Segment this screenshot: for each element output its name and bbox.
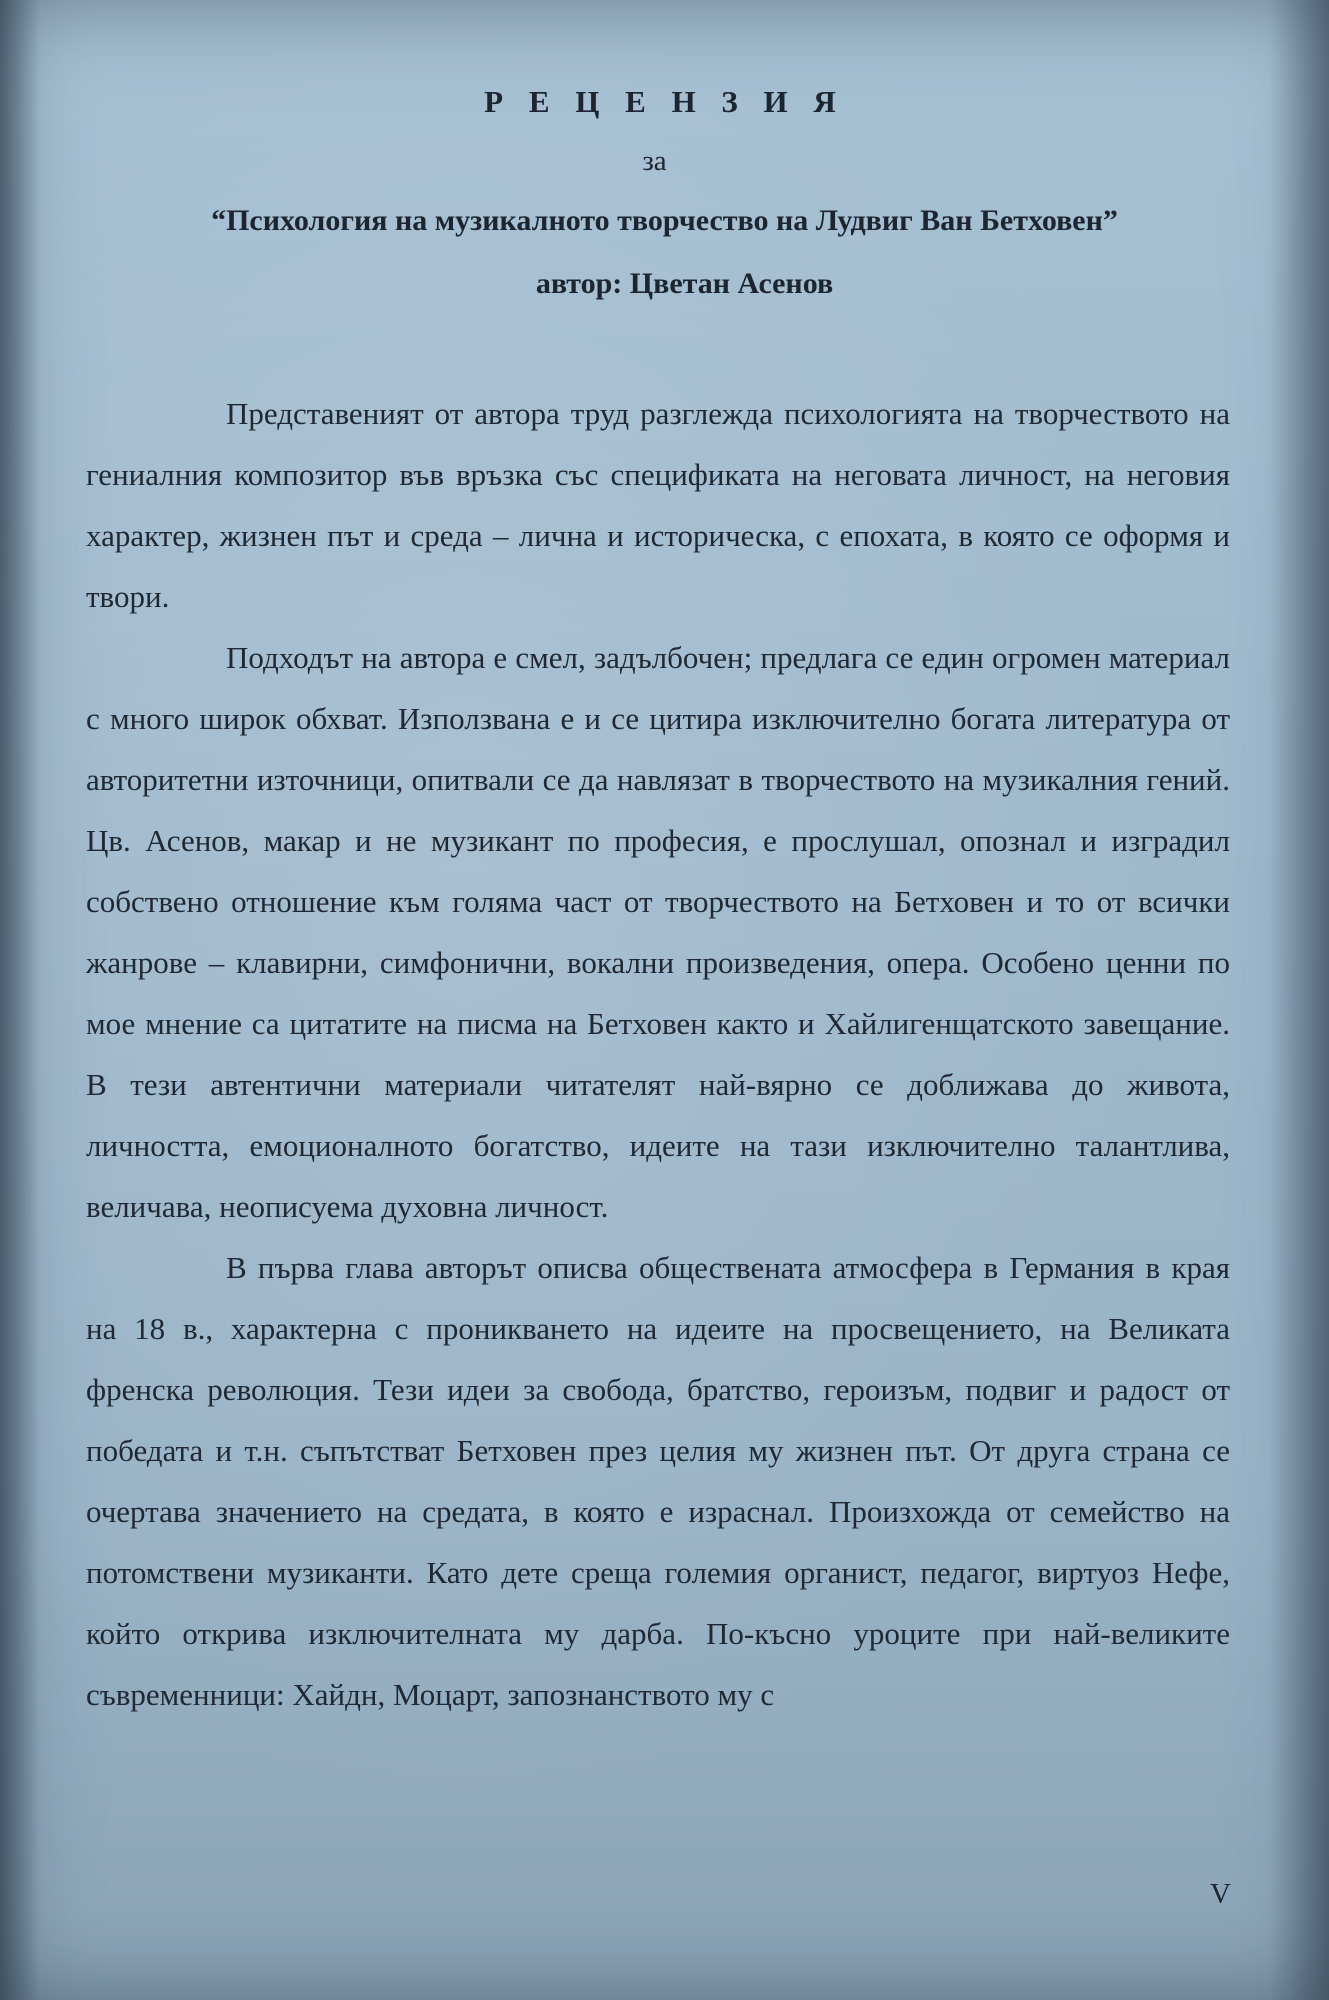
page-number: V [1210,1878,1231,1910]
review-body [86,383,1230,1725]
paragraph-2: Подходът на автора е смел, задълбочен; предлага се един огромен материал с много широк обхват. Използвана е и се цитира изключително богата литература от авторитетни източници, опитвали се да навлязат в творчеството на музикалния гений. Цв. Асенов, макар и не музикант по професия, е прослушал, опознал и изградил собствено отношение към голяма част от творчеството на Бетховен и то от всички жанрове – клавирни, симфонични, вокални произведения, опера. Особено ценни по мое мнение са цитатите на писма на Бетховен както и Хайлигенщатското завещание. В тези автентични материали читателят най-вярно се доближава до живота, личността, емоционалното богатство, идеите на тази изключително талантлива, величава, неописуема духовна личност. [86,640,1230,1224]
preposition-line: за [642,145,667,177]
author-line: автор: Цветан Асенов [535,267,834,300]
review-heading: Р Е Ц Е Н З И Я [484,84,845,119]
book-title: “Психология на музикалното творчество на Лудвиг Ван Бетховен” [211,204,1118,237]
paragraph-3: В първа глава авторът описва обществената атмосфера в Германия в края на 18 в., характерна с проникването на идеите на просвещението, на Великата френска революция. Тези идеи за свобода, братство, героизъм, подвиг и радост от победата и т.н. съпътстват Бетховен през целия му жизнен път. От друга страна се очертава значението на средата, в която е израснал. Произхожда от семейство на потомствени музиканти. Като дете среща големия органист, педагог, виртуоз Нефе, който открива изключителната му дарба. По-късно уроците при най-великите съвременници: Хайдн, Моцарт, запознанството му с [86,1250,1230,1712]
paragraph-1: Представеният от автора труд разглежда психологията на творчеството на гениалния композитор във връзка със спецификата на неговата личност, на неговия характер, жизнен път и среда – лична и историческа, с епохата, в която се оформя и твори. [86,396,1230,614]
